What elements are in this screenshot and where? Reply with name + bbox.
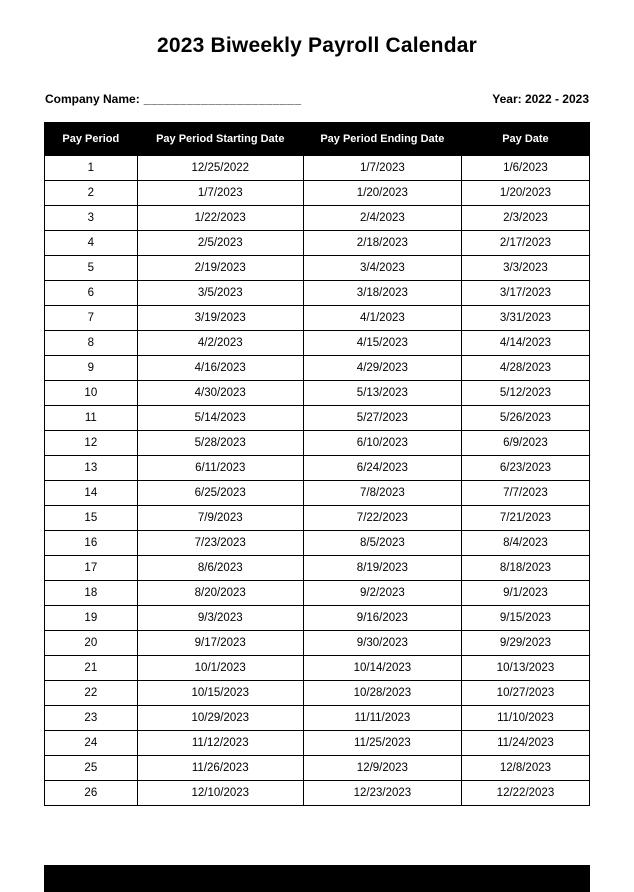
end-date-cell: 4/15/2023 bbox=[303, 331, 461, 356]
pay-date-cell: 12/8/2023 bbox=[461, 756, 589, 781]
table-row bbox=[45, 706, 590, 731]
end-date-cell: 12/23/2023 bbox=[303, 781, 461, 806]
start-date-cell: 8/20/2023 bbox=[137, 581, 303, 606]
pay-date-cell: 10/13/2023 bbox=[461, 656, 589, 681]
start-date-cell: 3/19/2023 bbox=[137, 306, 303, 331]
pay-date-cell: 6/23/2023 bbox=[461, 456, 589, 481]
company-name-label: Company Name: bbox=[45, 92, 140, 106]
table-row bbox=[45, 231, 590, 256]
table-row bbox=[45, 156, 590, 181]
pay-date-cell: 5/12/2023 bbox=[461, 381, 589, 406]
table-row bbox=[45, 431, 590, 456]
end-date-cell: 1/20/2023 bbox=[303, 181, 461, 206]
start-date-cell: 4/30/2023 bbox=[137, 381, 303, 406]
pay-date-cell: 3/17/2023 bbox=[461, 281, 589, 306]
table-row bbox=[45, 606, 590, 631]
end-date-cell: 11/25/2023 bbox=[303, 731, 461, 756]
table-row bbox=[45, 531, 590, 556]
pay-date-cell: 2/3/2023 bbox=[461, 206, 589, 231]
pay-period-cell: 17 bbox=[45, 556, 138, 581]
table-row bbox=[45, 481, 590, 506]
end-date-cell: 11/11/2023 bbox=[303, 706, 461, 731]
end-date-cell: 10/28/2023 bbox=[303, 681, 461, 706]
start-date-cell: 4/2/2023 bbox=[137, 331, 303, 356]
pay-date-cell: 9/29/2023 bbox=[461, 631, 589, 656]
start-date-cell: 12/10/2023 bbox=[137, 781, 303, 806]
start-date-cell: 1/22/2023 bbox=[137, 206, 303, 231]
table-row bbox=[45, 381, 590, 406]
pay-period-cell: 21 bbox=[45, 656, 138, 681]
start-date-cell: 7/9/2023 bbox=[137, 506, 303, 531]
pay-period-cell: 1 bbox=[45, 156, 138, 181]
pay-date-cell: 5/26/2023 bbox=[461, 406, 589, 431]
table-row bbox=[45, 356, 590, 381]
pay-period-cell: 2 bbox=[45, 181, 138, 206]
pay-date-cell: 6/9/2023 bbox=[461, 431, 589, 456]
header-pay-date: Pay Date bbox=[461, 123, 589, 156]
start-date-cell: 4/16/2023 bbox=[137, 356, 303, 381]
company-name-blank: ______________________ bbox=[143, 92, 302, 106]
end-date-cell: 5/13/2023 bbox=[303, 381, 461, 406]
pay-period-cell: 10 bbox=[45, 381, 138, 406]
pay-period-cell: 24 bbox=[45, 731, 138, 756]
end-date-cell: 10/14/2023 bbox=[303, 656, 461, 681]
table-row bbox=[45, 681, 590, 706]
pay-date-cell: 3/31/2023 bbox=[461, 306, 589, 331]
start-date-cell: 5/28/2023 bbox=[137, 431, 303, 456]
pay-period-cell: 3 bbox=[45, 206, 138, 231]
meta-row bbox=[45, 92, 589, 106]
end-date-cell: 3/18/2023 bbox=[303, 281, 461, 306]
pay-date-cell: 7/21/2023 bbox=[461, 506, 589, 531]
end-date-cell: 4/29/2023 bbox=[303, 356, 461, 381]
table-row bbox=[45, 281, 590, 306]
end-date-cell: 2/4/2023 bbox=[303, 206, 461, 231]
pay-date-cell: 11/24/2023 bbox=[461, 731, 589, 756]
pay-period-cell: 11 bbox=[45, 406, 138, 431]
pay-period-cell: 12 bbox=[45, 431, 138, 456]
pay-date-cell: 2/17/2023 bbox=[461, 231, 589, 256]
end-date-cell: 12/9/2023 bbox=[303, 756, 461, 781]
table-header bbox=[45, 123, 590, 156]
footer-bar bbox=[44, 865, 590, 892]
pay-date-cell: 9/1/2023 bbox=[461, 581, 589, 606]
end-date-cell: 6/10/2023 bbox=[303, 431, 461, 456]
end-date-cell: 6/24/2023 bbox=[303, 456, 461, 481]
pay-period-cell: 15 bbox=[45, 506, 138, 531]
table-row bbox=[45, 331, 590, 356]
payroll-table bbox=[44, 122, 590, 806]
pay-period-cell: 6 bbox=[45, 281, 138, 306]
start-date-cell: 2/19/2023 bbox=[137, 256, 303, 281]
pay-date-cell: 11/10/2023 bbox=[461, 706, 589, 731]
pay-date-cell: 4/14/2023 bbox=[461, 331, 589, 356]
end-date-cell: 3/4/2023 bbox=[303, 256, 461, 281]
pay-date-cell: 9/15/2023 bbox=[461, 606, 589, 631]
pay-period-cell: 7 bbox=[45, 306, 138, 331]
start-date-cell: 11/26/2023 bbox=[137, 756, 303, 781]
pay-date-cell: 8/18/2023 bbox=[461, 556, 589, 581]
start-date-cell: 6/11/2023 bbox=[137, 456, 303, 481]
start-date-cell: 9/17/2023 bbox=[137, 631, 303, 656]
pay-period-cell: 20 bbox=[45, 631, 138, 656]
table-body bbox=[45, 156, 590, 806]
pay-period-cell: 8 bbox=[45, 331, 138, 356]
pay-period-cell: 18 bbox=[45, 581, 138, 606]
pay-date-cell: 7/7/2023 bbox=[461, 481, 589, 506]
table-row bbox=[45, 731, 590, 756]
end-date-cell: 9/2/2023 bbox=[303, 581, 461, 606]
pay-period-cell: 16 bbox=[45, 531, 138, 556]
table-row bbox=[45, 256, 590, 281]
table-row bbox=[45, 206, 590, 231]
table-row bbox=[45, 656, 590, 681]
page-title: 2023 Biweekly Payroll Calendar bbox=[156, 34, 477, 57]
start-date-cell: 3/5/2023 bbox=[137, 281, 303, 306]
start-date-cell: 2/5/2023 bbox=[137, 231, 303, 256]
header-end-date: Pay Period Ending Date bbox=[303, 123, 461, 156]
end-date-cell: 4/1/2023 bbox=[303, 306, 461, 331]
start-date-cell: 5/14/2023 bbox=[137, 406, 303, 431]
company-name-line bbox=[45, 92, 302, 106]
table-row bbox=[45, 756, 590, 781]
end-date-cell: 2/18/2023 bbox=[303, 231, 461, 256]
table-row bbox=[45, 181, 590, 206]
pay-period-cell: 4 bbox=[45, 231, 138, 256]
pay-period-cell: 19 bbox=[45, 606, 138, 631]
end-date-cell: 9/16/2023 bbox=[303, 606, 461, 631]
end-date-cell: 7/8/2023 bbox=[303, 481, 461, 506]
pay-date-cell: 1/20/2023 bbox=[461, 181, 589, 206]
start-date-cell: 9/3/2023 bbox=[137, 606, 303, 631]
year-label: Year: 2022 - 2023 bbox=[492, 92, 589, 106]
pay-date-cell: 12/22/2023 bbox=[461, 781, 589, 806]
table-row bbox=[45, 456, 590, 481]
header-pay-period: Pay Period bbox=[45, 123, 138, 156]
start-date-cell: 1/7/2023 bbox=[137, 181, 303, 206]
table-row bbox=[45, 581, 590, 606]
end-date-cell: 7/22/2023 bbox=[303, 506, 461, 531]
end-date-cell: 5/27/2023 bbox=[303, 406, 461, 431]
pay-period-cell: 25 bbox=[45, 756, 138, 781]
start-date-cell: 10/29/2023 bbox=[137, 706, 303, 731]
table-row bbox=[45, 781, 590, 806]
end-date-cell: 1/7/2023 bbox=[303, 156, 461, 181]
table-row bbox=[45, 406, 590, 431]
start-date-cell: 11/12/2023 bbox=[137, 731, 303, 756]
pay-period-cell: 13 bbox=[45, 456, 138, 481]
pay-date-cell: 3/3/2023 bbox=[461, 256, 589, 281]
pay-period-cell: 14 bbox=[45, 481, 138, 506]
table-row bbox=[45, 556, 590, 581]
pay-date-cell: 1/6/2023 bbox=[461, 156, 589, 181]
pay-period-cell: 9 bbox=[45, 356, 138, 381]
pay-date-cell: 8/4/2023 bbox=[461, 531, 589, 556]
pay-period-cell: 5 bbox=[45, 256, 138, 281]
end-date-cell: 8/5/2023 bbox=[303, 531, 461, 556]
pay-period-cell: 26 bbox=[45, 781, 138, 806]
pay-date-cell: 4/28/2023 bbox=[461, 356, 589, 381]
pay-period-cell: 23 bbox=[45, 706, 138, 731]
start-date-cell: 10/1/2023 bbox=[137, 656, 303, 681]
pay-date-cell: 10/27/2023 bbox=[461, 681, 589, 706]
start-date-cell: 7/23/2023 bbox=[137, 531, 303, 556]
end-date-cell: 8/19/2023 bbox=[303, 556, 461, 581]
start-date-cell: 6/25/2023 bbox=[137, 481, 303, 506]
start-date-cell: 8/6/2023 bbox=[137, 556, 303, 581]
table-row bbox=[45, 506, 590, 531]
table-row bbox=[45, 306, 590, 331]
pay-period-cell: 22 bbox=[45, 681, 138, 706]
start-date-cell: 12/25/2022 bbox=[137, 156, 303, 181]
start-date-cell: 10/15/2023 bbox=[137, 681, 303, 706]
end-date-cell: 9/30/2023 bbox=[303, 631, 461, 656]
table-row bbox=[45, 631, 590, 656]
header-start-date: Pay Period Starting Date bbox=[137, 123, 303, 156]
